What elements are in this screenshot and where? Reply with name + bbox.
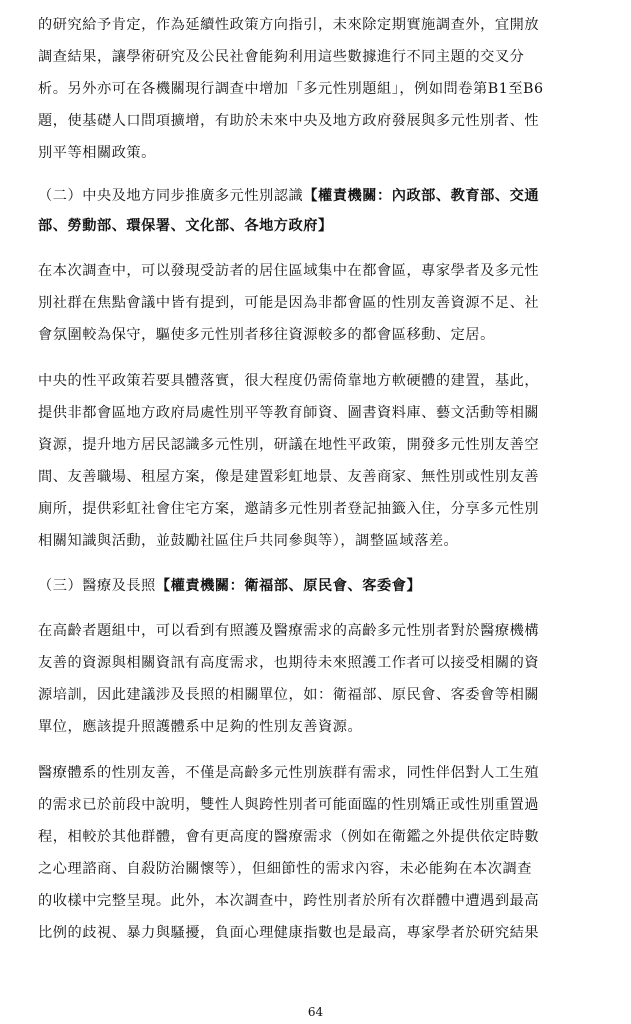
page-number: 64 bbox=[307, 1005, 324, 1019]
text-line: 會氛圍較為保守，驅使多元性別者移往資源較多的都會區移動、定居。 bbox=[38, 327, 495, 343]
text-line: 別社群在焦點會議中皆有提到，可能是因為非都會區的性別友善資源不足、社 bbox=[38, 295, 540, 311]
document-page bbox=[38, 9, 590, 949]
section-heading-3 bbox=[38, 571, 590, 601]
paragraph-4 bbox=[38, 615, 590, 743]
text-line: 題，使基礎人口問項擴增，有助於未來中央及地方政府發展與多元性別者、性 bbox=[38, 113, 540, 129]
text-line: 的研究給予肯定，作為延續性政策方向指引，未來除定期實施調查外，宜開放 bbox=[38, 17, 540, 33]
text-line: 調查結果，讓學術研究及公民社會能夠利用這些數據進行不同主題的交叉分 bbox=[38, 49, 525, 65]
text-line: 在本次調查中，可以發現受訪者的居住區域集中在都會區，專家學者及多元性 bbox=[38, 263, 540, 279]
heading-line bbox=[38, 571, 590, 601]
text-line: 醫療體系的性別友善，不僅是高齡多元性別族群有需求，同性伴侶對人工生殖 bbox=[38, 765, 540, 781]
text-line: 單位，應該提升照護體系中足夠的性別友善資源。 bbox=[38, 719, 363, 735]
paragraph-5 bbox=[38, 757, 590, 949]
text-line: 的收樣中完整呈現。此外，本次調查中，跨性別者於所有次群體中遭遇到最高 bbox=[38, 893, 540, 909]
text-line: 程，相較於其他群體，會有更高度的醫療需求（例如在衛鑑之外提供依定時數 bbox=[38, 829, 540, 845]
text-line: 的需求已於前段中說明，雙性人與跨性別者可能面臨的性別矯正或性別重置過 bbox=[38, 797, 540, 813]
text-line: 提供非都會區地方政府局處性別平等教育師資、圖書資料庫、藝文活動等相關 bbox=[38, 405, 540, 421]
heading-authority: 【權責機關：衛福部、原民會、客委會】 bbox=[155, 578, 422, 594]
text-line: 友善的資源與相關資訊有高度需求，也期待未來照護工作者可以接受相關的資 bbox=[38, 655, 540, 671]
text-line: 比例的歧視、暴力與騷擾，負面心理健康指數也是最高，專家學者於研究結果 bbox=[38, 925, 540, 941]
section-heading-2 bbox=[38, 181, 590, 241]
text-line: 之心理諮商、自殺防治關懷等），但細節性的需求內容，未必能夠在本次調查 bbox=[38, 861, 532, 877]
text-line: 源培訓，因此建議涉及長照的相關單位，如：衛福部、原民會、客委會等相關 bbox=[38, 687, 540, 703]
heading-title: （三）醫療及長照 bbox=[38, 578, 156, 594]
paragraph-1 bbox=[38, 9, 590, 169]
heading-title: （二）中央及地方同步推廣多元性別認識 bbox=[38, 188, 304, 204]
heading-line bbox=[38, 181, 590, 211]
text-line: 別平等相關政策。 bbox=[38, 145, 156, 161]
text-line: 析。另外亦可在各機關現行調查中增加「多元性別題組」，例如問卷第B1至B6 bbox=[38, 81, 544, 97]
text-line: 廁所，提供彩虹社會住宅方案，邀請多元性別者登記抽籤入住，分享多元性別 bbox=[38, 501, 540, 517]
text-line: 相關知識與活動，並鼓勵社區住戶共同參與等），調整區域落差。 bbox=[38, 533, 459, 549]
text-line: 資源，提升地方居民認識多元性別，研議在地性平政策，開發多元性別友善空 bbox=[38, 437, 540, 453]
paragraph-2 bbox=[38, 255, 590, 351]
text-line: 間、友善職場、租屋方案，像是建置彩虹地景、友善商家、無性別或性別友善 bbox=[38, 469, 540, 485]
heading-authority-cont: 部、勞動部、環保署、文化部、各地方政府】 bbox=[38, 218, 333, 234]
heading-authority: 【權責機關：內政部、教育部、交通 bbox=[303, 188, 540, 204]
text-line: 中央的性平政策若要具體落實，很大程度仍需倚靠地方軟硬體的建置，基此， bbox=[38, 373, 540, 389]
text-line: 在高齡者題組中，可以看到有照護及醫療需求的高齡多元性別者對於醫療機構 bbox=[38, 623, 540, 639]
paragraph-3 bbox=[38, 365, 590, 557]
